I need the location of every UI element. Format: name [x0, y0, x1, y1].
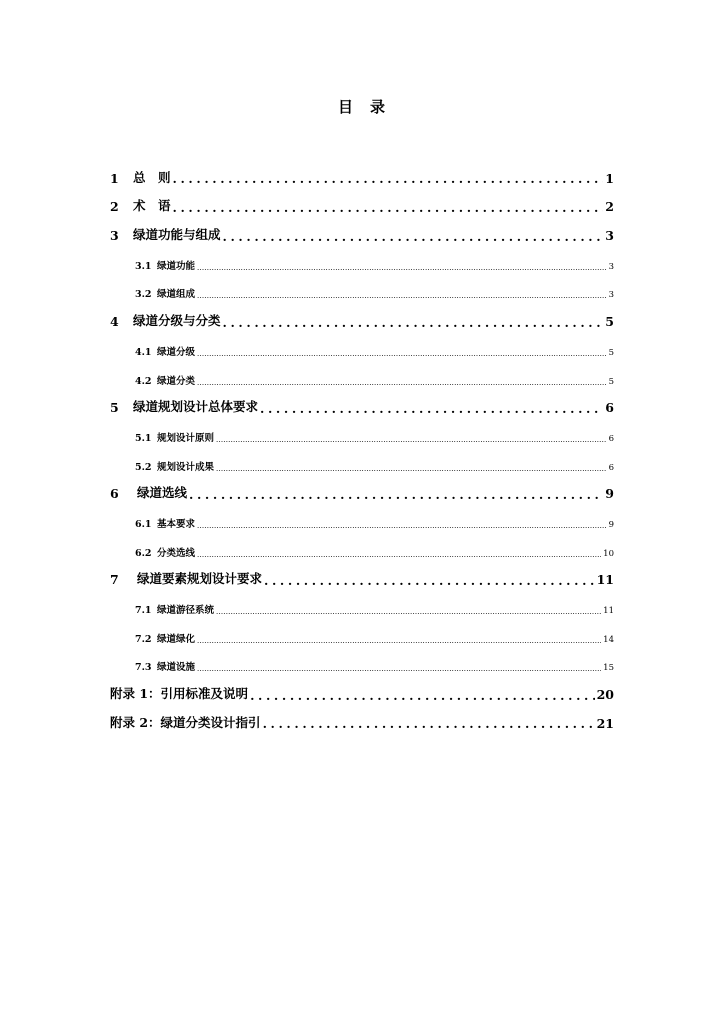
toc-entry[interactable] [110, 387, 614, 416]
toc-subentry[interactable] [110, 587, 614, 616]
toc-dot-leader [197, 348, 607, 358]
toc-entry-number: 7 [110, 572, 119, 588]
toc-entry-page: 20 [596, 687, 614, 703]
toc-entry-label: 绿道绿化 [157, 633, 196, 645]
toc-title: 目 录 [337, 98, 386, 116]
toc-entry-label: 绿道功能 [157, 260, 196, 272]
toc-subentry[interactable] [110, 501, 614, 530]
toc-entry-page: 6 [608, 462, 614, 473]
toc-dot-leader [197, 635, 601, 645]
toc-entry-label: 绿道分类 [157, 375, 196, 387]
toc-list [110, 157, 614, 731]
toc-dot-leader [173, 173, 604, 186]
toc-entry-number: 4.2 [135, 375, 152, 387]
toc-entry-number: 2 [110, 199, 119, 215]
toc-entry-page: 21 [596, 715, 614, 731]
toc-entry-page: 1 [605, 170, 614, 186]
toc-entry[interactable] [110, 214, 614, 243]
toc-entry-page: 11 [603, 606, 614, 616]
toc-entry-page: 11 [596, 572, 614, 588]
toc-dot-leader [216, 607, 601, 617]
toc-entry-label: 绿道设施 [157, 662, 196, 674]
toc-dot-leader [250, 690, 595, 703]
toc-dot-leader [189, 489, 603, 502]
toc-entry-page: 5 [608, 376, 614, 387]
toc-dot-leader [197, 664, 601, 674]
toc-dot-leader [197, 377, 607, 387]
toc-entry-label: 规划设计成果 [157, 461, 215, 473]
toc-entry-appendix[interactable] [110, 673, 614, 702]
toc-entry-number: 5 [110, 400, 119, 416]
toc-entry[interactable] [110, 186, 614, 215]
toc-entry-label: 绿道游径系统 [157, 605, 215, 616]
toc-entry-label: 绿道分级与分类 [133, 313, 221, 329]
toc-subentry[interactable] [110, 530, 614, 559]
toc-entry-page: 14 [603, 634, 614, 645]
toc-entry[interactable] [110, 559, 614, 588]
toc-entry-page: 6 [605, 400, 614, 416]
toc-entry-page: 3 [605, 228, 614, 244]
toc-dot-leader [223, 317, 604, 330]
toc-entry-number: 1 [110, 170, 119, 186]
toc-entry-label: 绿道选线 [137, 485, 188, 501]
toc-entry-number: 7.1 [135, 605, 152, 616]
toc-subentry[interactable] [110, 358, 614, 387]
toc-entry-label: 绿道规划设计总体要求 [133, 399, 259, 415]
toc-entry[interactable] [110, 300, 614, 329]
toc-dot-leader [197, 262, 607, 272]
toc-dot-leader [197, 549, 601, 559]
toc-dot-leader [223, 231, 604, 244]
toc-subentry[interactable] [110, 415, 614, 444]
toc-subentry[interactable] [110, 444, 614, 473]
toc-subentry[interactable] [110, 645, 614, 674]
toc-entry-number: 3.2 [135, 289, 152, 301]
toc-entry-page: 9 [605, 486, 614, 502]
toc-entry-page: 5 [608, 347, 614, 358]
toc-entry-label: 绿道功能与组成 [133, 227, 221, 243]
toc-dot-leader [260, 403, 603, 416]
toc-entry-page: 15 [603, 663, 614, 674]
toc-subentry[interactable] [110, 616, 614, 645]
toc-entry-number: 6.1 [135, 518, 152, 530]
toc-entry[interactable] [110, 157, 614, 186]
toc-entry-number: 6 [110, 486, 119, 502]
toc-entry-page: 2 [605, 199, 614, 215]
toc-dot-leader [263, 718, 595, 731]
toc-entry-number: 7.3 [135, 662, 152, 674]
toc-entry-page: 10 [603, 548, 614, 559]
toc-entry-label: 基本要求 [157, 518, 196, 530]
toc-entry-appendix[interactable] [110, 702, 614, 731]
toc-dot-leader [197, 291, 607, 301]
toc-entry-number: 5.2 [135, 461, 152, 473]
toc-entry-label: 分类选线 [157, 547, 196, 559]
toc-entry-number: 5.1 [135, 432, 152, 444]
toc-entry-page: 3 [608, 290, 614, 301]
toc-entry-number: 4 [110, 314, 119, 330]
toc-dot-leader [197, 520, 607, 530]
toc-entry-label: 附录 2：绿道分类设计指引 [110, 714, 261, 730]
toc-entry-number: 3 [110, 228, 119, 244]
toc-subentry[interactable] [110, 272, 614, 301]
toc-entry-label: 绿道组成 [157, 289, 196, 301]
toc-entry[interactable] [110, 473, 614, 502]
toc-entry-page: 6 [608, 433, 614, 444]
toc-entry-label: 总 则 [133, 169, 171, 185]
toc-entry-page: 9 [608, 519, 614, 530]
toc-entry-label: 绿道要素规划设计要求 [137, 571, 263, 587]
toc-entry-number: 7.2 [135, 633, 152, 645]
toc-entry-number: 6.2 [135, 547, 152, 559]
toc-subentry[interactable] [110, 329, 614, 358]
toc-entry-number: 4.1 [135, 346, 152, 358]
toc-subentry[interactable] [110, 243, 614, 272]
toc-dot-leader [264, 575, 595, 588]
toc-entry-label: 绿道分级 [157, 346, 196, 358]
toc-entry-number: 3.1 [135, 260, 152, 272]
toc-dot-leader [216, 463, 607, 473]
toc-dot-leader [173, 202, 604, 215]
toc-entry-label: 规划设计原则 [157, 432, 215, 444]
toc-entry-page: 5 [605, 314, 614, 330]
toc-entry-label: 附录 1：引用标准及说明 [110, 686, 249, 702]
toc-dot-leader [216, 434, 607, 444]
toc-entry-label: 术 语 [133, 198, 171, 214]
toc-entry-page: 3 [608, 261, 614, 272]
